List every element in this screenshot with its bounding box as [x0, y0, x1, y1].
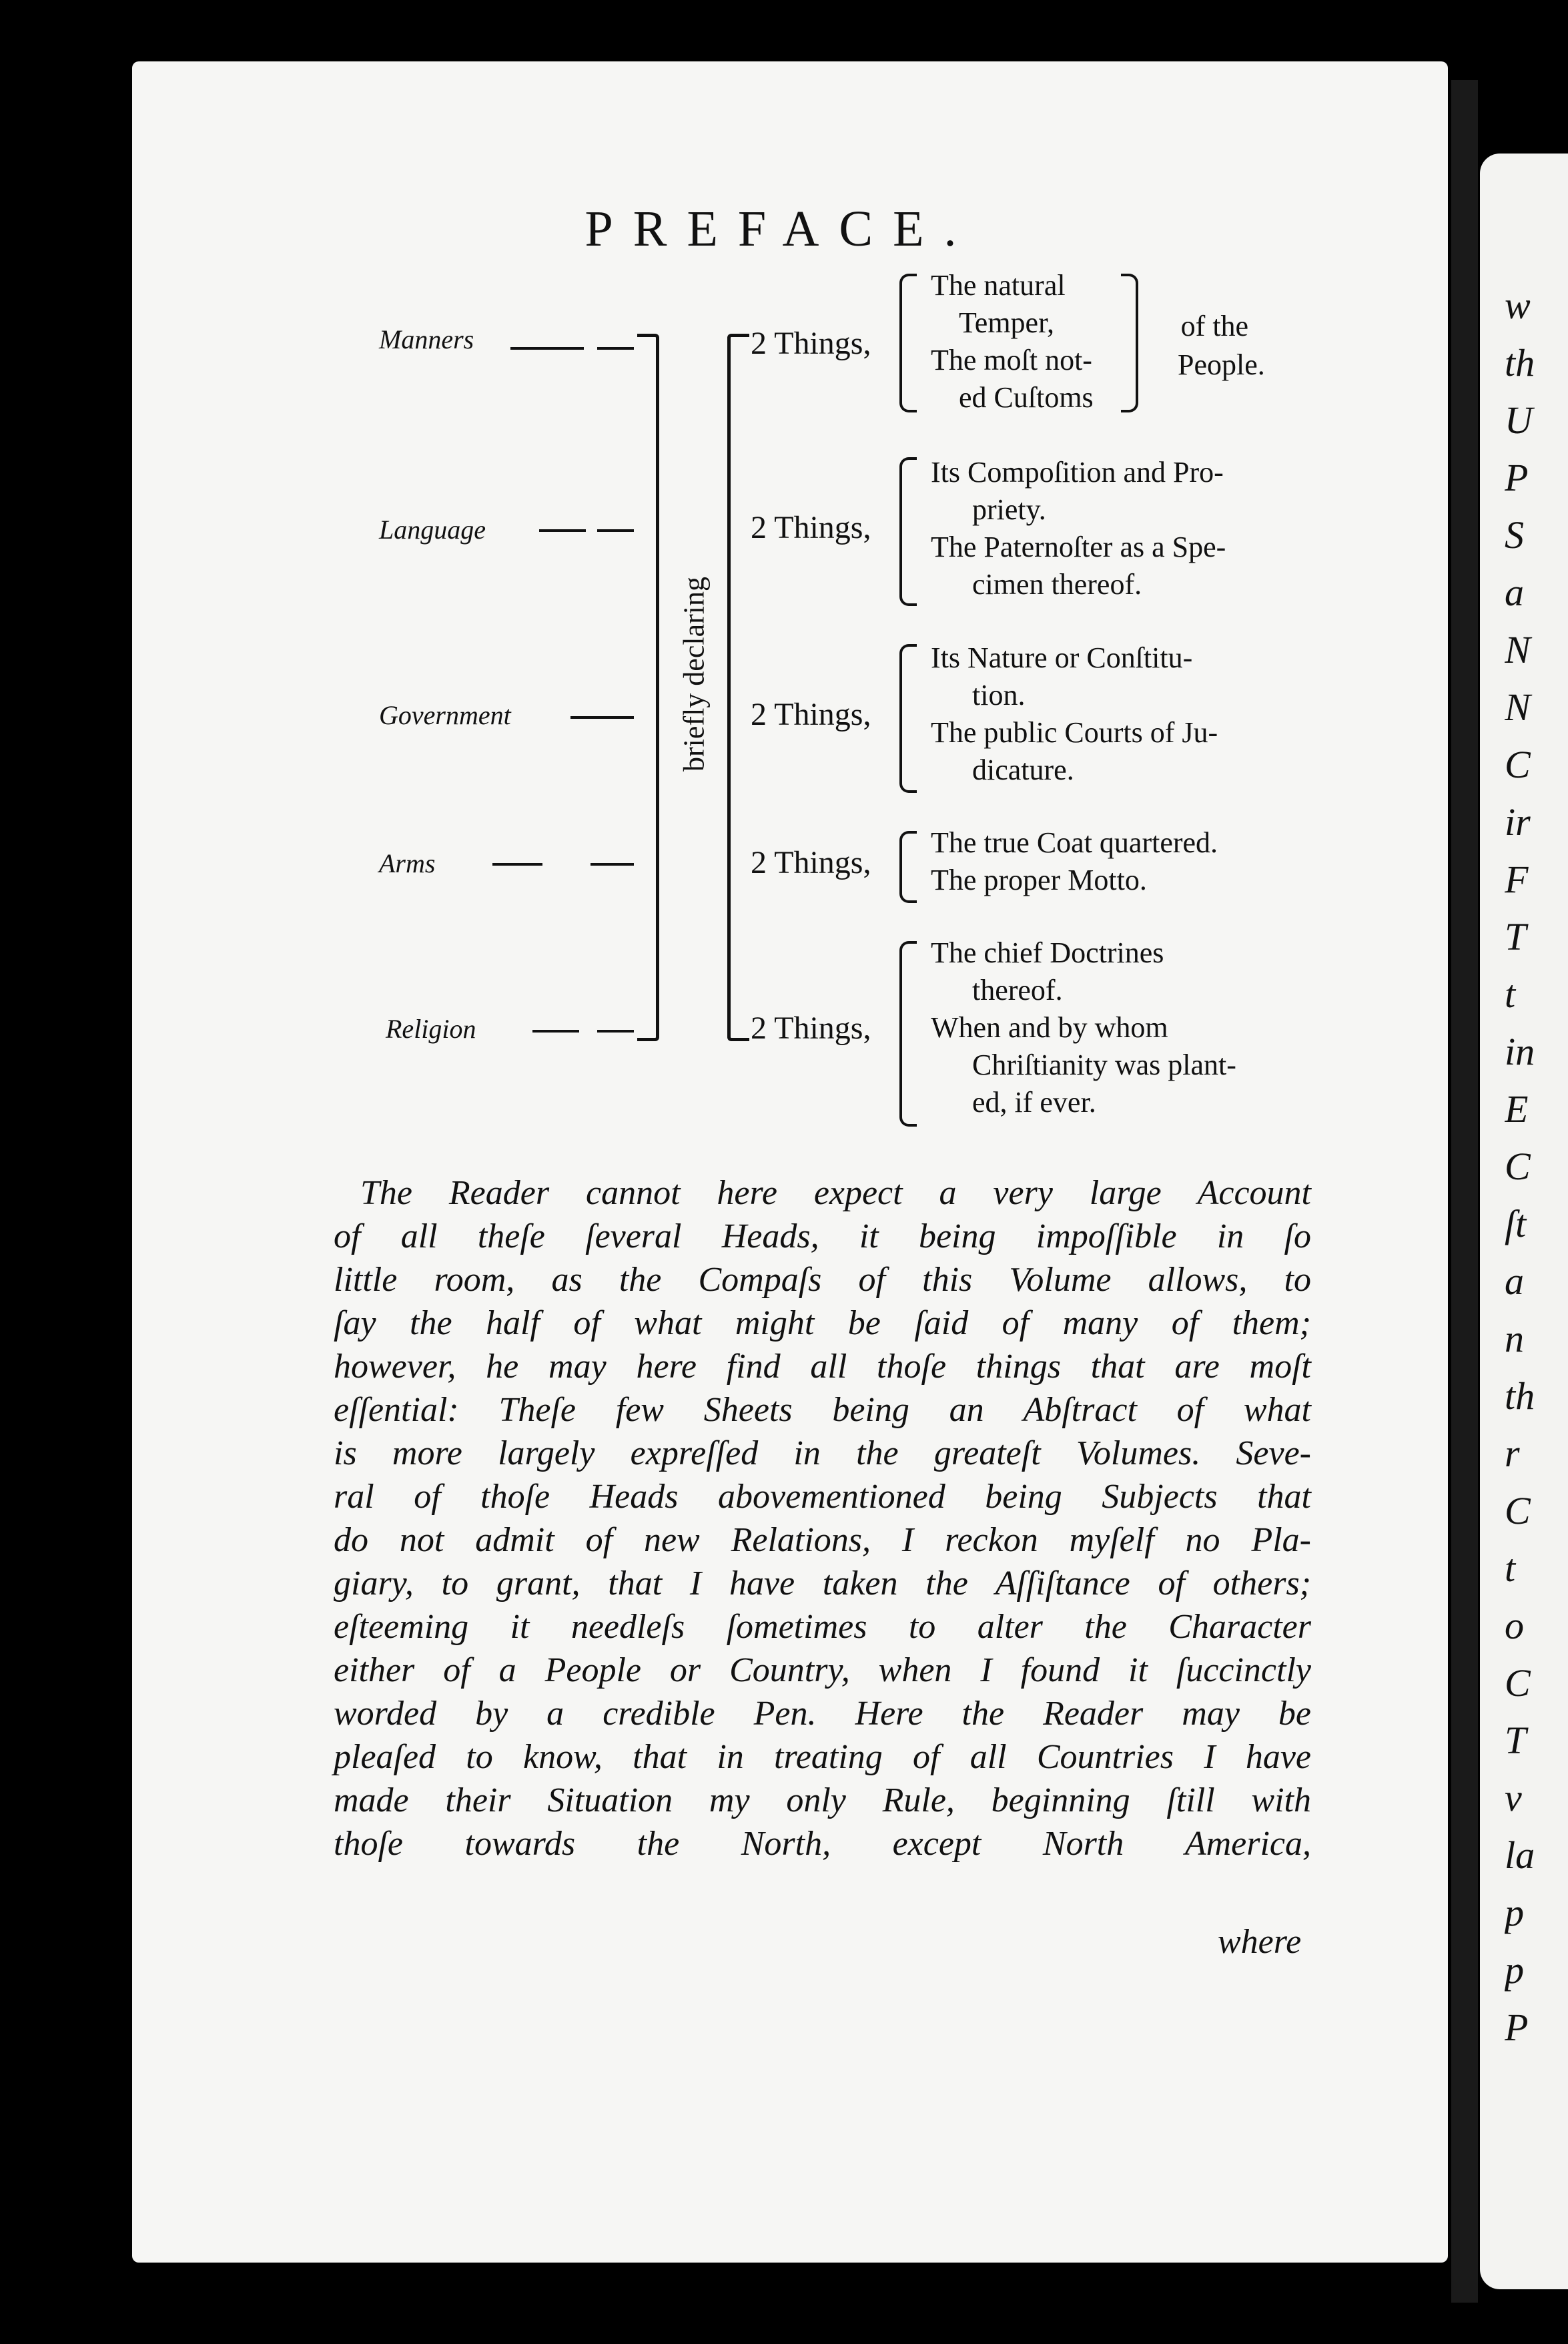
facing-page-letter: r	[1505, 1432, 1520, 1475]
things-language: 2 Things,	[751, 510, 871, 545]
text-line: little room, as the Compaſs of this Volume allows, to	[334, 1261, 1311, 1299]
dash	[532, 1030, 579, 1033]
catchword: where	[1218, 1923, 1302, 1961]
facing-page-letter: C	[1505, 1489, 1531, 1532]
facing-page-letter: C	[1505, 743, 1531, 786]
facing-page-letter: C	[1505, 1661, 1531, 1705]
dash	[597, 529, 634, 532]
facing-page-letter: n	[1505, 1317, 1524, 1360]
book-gutter	[1451, 80, 1478, 2303]
item-line: thereof.	[972, 974, 1063, 1006]
item-line: priety.	[972, 493, 1046, 526]
facing-page-letter: p	[1505, 1891, 1524, 1934]
dash	[510, 347, 584, 350]
brace	[899, 274, 917, 412]
item-line: The true Coat quartered.	[931, 826, 1218, 859]
facing-page-letter: P	[1505, 456, 1529, 499]
text-line: made their Situation my only Rule, beginning ſtill with	[334, 1781, 1311, 1819]
text-line: eſſential: Theſe few Sheets being an Abſtract of what	[334, 1391, 1311, 1429]
vertical-label: briefly declaring	[677, 577, 711, 772]
page-title: PREFACE.	[584, 201, 977, 257]
things-government: 2 Things,	[751, 697, 871, 732]
text-line: giary, to grant, that I have taken the Aſſiſtance of others;	[334, 1564, 1311, 1602]
head-religion: Religion	[386, 1014, 476, 1044]
facing-page-letter: in	[1505, 1030, 1535, 1073]
item-line: ed, if ever.	[972, 1086, 1096, 1119]
item-line: tion.	[972, 679, 1026, 711]
suffix-line: People.	[1178, 348, 1265, 381]
item-line: When and by whom	[931, 1011, 1168, 1044]
text-line: either of a People or Country, when I found it ſuccinctly	[334, 1651, 1311, 1689]
things-manners: 2 Things,	[751, 326, 871, 361]
brace	[899, 831, 917, 903]
item-line: The natural	[931, 269, 1066, 302]
head-manners: Manners	[379, 324, 474, 354]
dash	[570, 716, 634, 719]
text-line: is more largely expreſſed in the greateſt Volumes. Seve-	[334, 1434, 1311, 1472]
item-line: The proper Motto.	[931, 864, 1147, 896]
facing-page-letter: T	[1505, 1719, 1527, 1762]
dash	[597, 1030, 634, 1033]
facing-page-letter: t	[1505, 1546, 1516, 1590]
item-line: The moſt not-	[931, 344, 1092, 376]
brace	[899, 941, 917, 1127]
item-line: dicature.	[972, 754, 1074, 786]
facing-page-letter: P	[1505, 2006, 1529, 2049]
text-line: thoſe towards the North, except North America,	[334, 1825, 1311, 1863]
facing-page-letter: C	[1505, 1145, 1531, 1188]
facing-page-letter: ſt	[1505, 1202, 1527, 1245]
head-government: Government	[379, 700, 511, 730]
brace	[899, 457, 917, 606]
facing-page-letter: U	[1505, 398, 1533, 442]
facing-page-letter: o	[1505, 1604, 1524, 1647]
suffix-line: of the	[1180, 310, 1249, 342]
text-line: pleaſed to know, that in treating of all Countries I have	[334, 1738, 1311, 1776]
item-line: The public Courts of Ju-	[931, 716, 1218, 749]
facing-page-letter: th	[1505, 1374, 1535, 1418]
item-line: ed Cuſtoms	[959, 381, 1094, 414]
text-line: of all theſe ſeveral Heads, it being impoſſible in ſo	[334, 1217, 1311, 1255]
left-bracket	[637, 334, 659, 1041]
brace	[899, 644, 917, 793]
text-line: ral of thoſe Heads abovementioned being Subjects that	[334, 1478, 1311, 1516]
facing-page-letter: p	[1505, 1948, 1524, 1992]
facing-page-letters	[1505, 277, 1568, 2056]
head-arms: Arms	[379, 848, 436, 878]
preface-paragraph	[334, 1171, 1311, 1865]
item-line: Temper,	[959, 306, 1054, 339]
arms-items	[931, 824, 1304, 899]
manners-suffix	[1164, 307, 1265, 384]
text-line: do not admit of new Relations, I reckon myſelf no Pla-	[334, 1521, 1311, 1559]
facing-page-letter: v	[1505, 1776, 1522, 1819]
facing-page-letter: w	[1505, 284, 1531, 327]
text-line: eſteeming it needleſs ſometimes to alter the Character	[334, 1608, 1311, 1646]
facing-page-letter: a	[1505, 571, 1524, 614]
things-religion: 2 Things,	[751, 1010, 871, 1046]
dash	[597, 347, 634, 350]
text-line: The Reader cannot here expect a very large Account	[360, 1174, 1311, 1212]
item-line: cimen thereof.	[972, 568, 1142, 601]
facing-page-letter: t	[1505, 972, 1516, 1016]
facing-page-letter: S	[1505, 513, 1524, 557]
item-line: Chriſtianity was plant-	[972, 1049, 1236, 1081]
facing-page-letter: F	[1505, 858, 1529, 901]
head-language: Language	[379, 515, 486, 545]
facing-page-letter: E	[1505, 1087, 1529, 1131]
religion-items	[931, 934, 1304, 1121]
facing-page-letter: N	[1505, 628, 1531, 671]
item-line: Its Nature or Conſtitu-	[931, 641, 1193, 674]
right-bracket	[727, 334, 749, 1041]
item-line: Its Compoſition and Pro-	[931, 456, 1224, 489]
text-line: however, he may here find all thoſe things that are moſt	[334, 1348, 1311, 1386]
dash	[492, 863, 542, 866]
facing-page-letter: T	[1505, 915, 1527, 958]
things-arms: 2 Things,	[751, 845, 871, 880]
facing-page-letter: th	[1505, 341, 1535, 384]
text-line: ſay the half of what might be ſaid of many of them;	[334, 1304, 1311, 1342]
facing-page-letter: la	[1505, 1833, 1535, 1877]
government-items	[931, 639, 1304, 789]
facing-page-letter: ir	[1505, 800, 1531, 844]
item-line: The Paternoſter as a Spe-	[931, 531, 1226, 563]
dash	[539, 529, 586, 532]
dash	[591, 863, 634, 866]
language-items	[931, 454, 1304, 603]
facing-page-letter: a	[1505, 1259, 1524, 1303]
item-line: The chief Doctrines	[931, 936, 1164, 969]
text-line: worded by a credible Pen. Here the Reader may be	[334, 1695, 1311, 1733]
manners-items	[931, 267, 1131, 416]
facing-page-letter: N	[1505, 685, 1531, 729]
